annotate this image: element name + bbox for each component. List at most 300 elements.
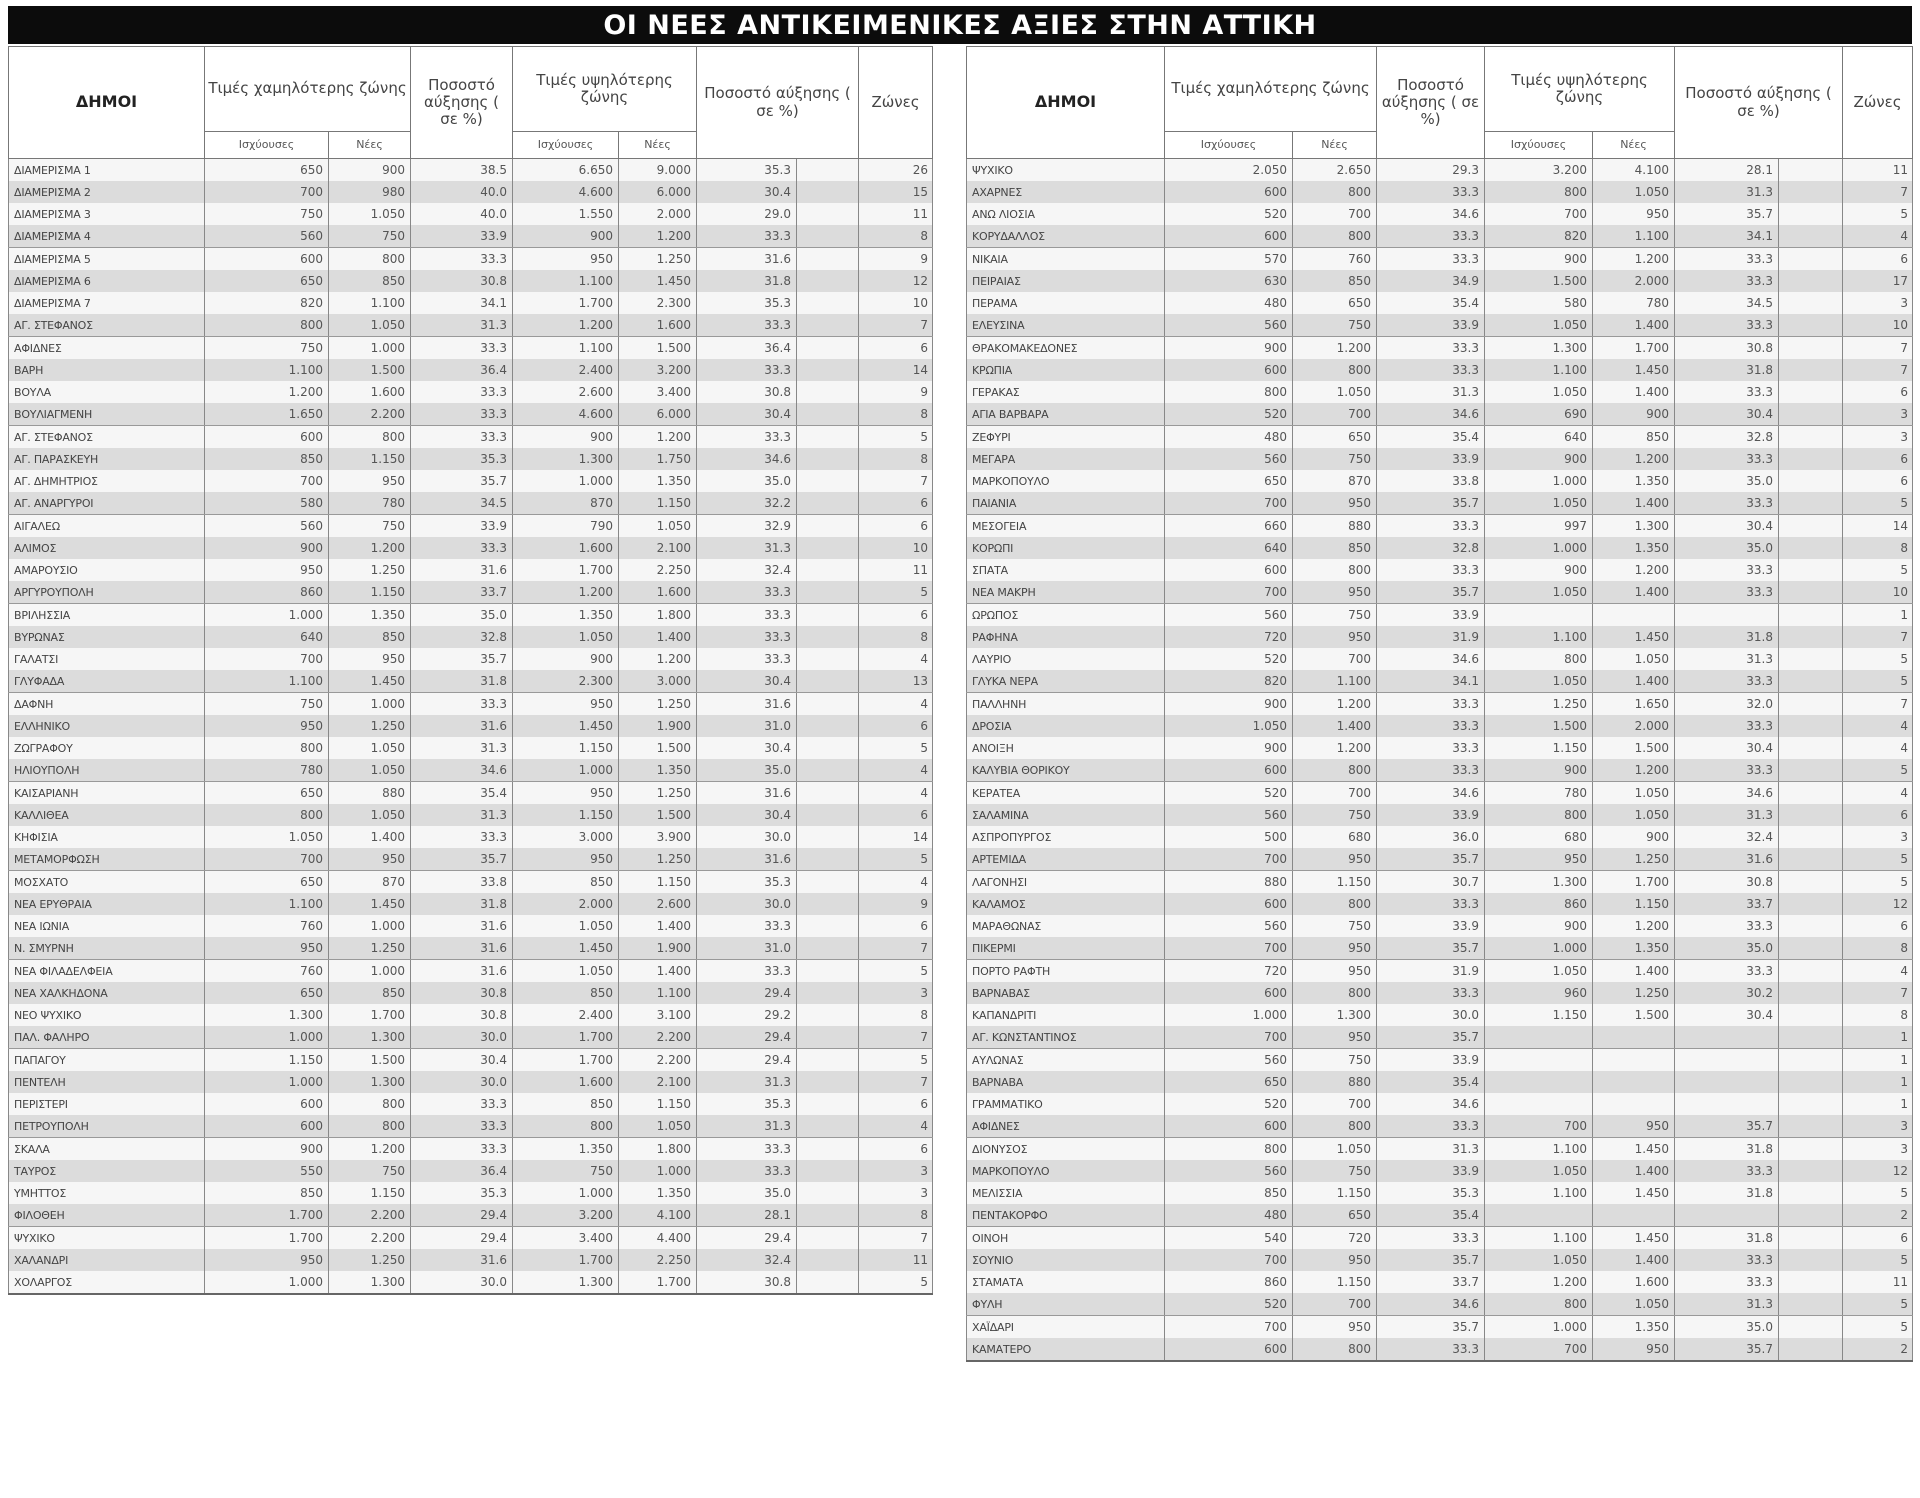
- cell-zones: 1: [1843, 1071, 1913, 1093]
- cell-high-new: 6.000: [619, 181, 697, 203]
- cell-municipality: ΑΓ. ΠΑΡΑΣΚΕΥΗ: [9, 448, 205, 470]
- cell-low-increase: 30.8: [411, 1004, 513, 1026]
- cell-high-current: 2.400: [513, 359, 619, 381]
- cell-high-current: 1.050: [1485, 314, 1593, 337]
- cell-spacer: [1779, 559, 1843, 581]
- cell-municipality: ΔΙΑΜΕΡΙΣΜΑ 1: [9, 159, 205, 182]
- cell-spacer: [1779, 426, 1843, 449]
- cell-low-increase: 33.3: [1377, 515, 1485, 538]
- cell-high-increase: 33.3: [1675, 759, 1779, 782]
- cell-low-increase: 31.3: [411, 737, 513, 759]
- cell-zones: 6: [1843, 804, 1913, 826]
- table-row: [9, 270, 933, 292]
- cell-high-increase: 35.0: [697, 759, 797, 782]
- cell-low-increase: 30.4: [411, 1049, 513, 1072]
- cell-high-increase: 32.9: [697, 515, 797, 538]
- cell-zones: 3: [1843, 1115, 1913, 1138]
- table-row: [967, 982, 1913, 1004]
- cell-municipality: ΠΑΠΑΓΟΥ: [9, 1049, 205, 1072]
- cell-low-increase: 32.8: [411, 626, 513, 648]
- cell-municipality: ΚΑΙΣΑΡΙΑΝΗ: [9, 782, 205, 805]
- cell-zones: 3: [1843, 292, 1913, 314]
- cell-low-increase: 33.3: [1377, 225, 1485, 248]
- cell-spacer: [797, 893, 859, 915]
- cell-municipality: ΔΙΑΜΕΡΙΣΜΑ 7: [9, 292, 205, 314]
- subheader-new: Νέες: [1593, 132, 1675, 159]
- cell-municipality: ΔΑΦΝΗ: [9, 693, 205, 716]
- cell-zones: 14: [1843, 515, 1913, 538]
- cell-spacer: [1779, 203, 1843, 225]
- cell-spacer: [1779, 337, 1843, 360]
- subheader-current: Ισχύουσες: [1165, 132, 1293, 159]
- cell-high-current: 690: [1485, 403, 1593, 426]
- table-row: [967, 1004, 1913, 1026]
- cell-high-current: 1.050: [1485, 670, 1593, 693]
- cell-high-increase: 33.3: [1675, 1271, 1779, 1293]
- cell-zones: 12: [1843, 893, 1913, 915]
- cell-low-new: 950: [1293, 848, 1377, 871]
- cell-low-new: 950: [1293, 626, 1377, 648]
- cell-low-increase: 35.4: [1377, 292, 1485, 314]
- cell-zones: 8: [859, 1204, 933, 1227]
- cell-low-increase: 33.9: [1377, 1160, 1485, 1182]
- cell-low-new: 1.250: [329, 715, 411, 737]
- table-row: [967, 1338, 1913, 1361]
- cell-zones: 5: [1843, 1249, 1913, 1271]
- cell-low-new: 1.050: [1293, 1138, 1377, 1161]
- cell-spacer: [797, 648, 859, 670]
- cell-high-current: 820: [1485, 225, 1593, 248]
- cell-low-increase: 33.3: [1377, 359, 1485, 381]
- cell-high-increase: 32.2: [697, 492, 797, 515]
- cell-high-current: [1485, 604, 1593, 627]
- cell-low-new: 850: [329, 626, 411, 648]
- cell-spacer: [1779, 1093, 1843, 1115]
- cell-municipality: ΑΡΓΥΡΟΥΠΟΛΗ: [9, 581, 205, 604]
- cell-low-increase: 35.7: [1377, 1249, 1485, 1271]
- cell-spacer: [1779, 604, 1843, 627]
- cell-low-increase: 34.6: [411, 759, 513, 782]
- cell-zones: 2: [1843, 1204, 1913, 1227]
- cell-high-new: 1.200: [1593, 448, 1675, 470]
- cell-high-increase: 31.3: [1675, 181, 1779, 203]
- cell-high-current: 1.350: [513, 1138, 619, 1161]
- cell-high-new: [1593, 1049, 1675, 1072]
- cell-high-current: 2.600: [513, 381, 619, 403]
- subheader-new: Νέες: [619, 132, 697, 159]
- cell-high-increase: 32.4: [1675, 826, 1779, 848]
- cell-low-increase: 29.4: [411, 1227, 513, 1250]
- cell-municipality: ΜΑΡΑΘΩΝΑΣ: [967, 915, 1165, 937]
- cell-spacer: [1779, 759, 1843, 782]
- header-zones: Ζώνες: [859, 47, 933, 159]
- table-row: [967, 1115, 1913, 1138]
- cell-spacer: [1779, 470, 1843, 492]
- cell-high-current: 1.300: [513, 448, 619, 470]
- cell-municipality: ΑΝΩ ΛΙΟΣΙΑ: [967, 203, 1165, 225]
- cell-low-current: 1.050: [1165, 715, 1293, 737]
- cell-high-current: 850: [513, 1093, 619, 1115]
- cell-high-increase: 33.3: [697, 225, 797, 248]
- header-low-zone: Τιμές χαμηλότερης ζώνης: [205, 47, 411, 132]
- cell-low-current: 600: [205, 1093, 329, 1115]
- cell-low-increase: 33.3: [411, 537, 513, 559]
- cell-low-increase: 33.3: [411, 693, 513, 716]
- cell-low-current: 560: [1165, 314, 1293, 337]
- cell-zones: 3: [859, 982, 933, 1004]
- cell-municipality: ΓΑΛΑΤΣΙ: [9, 648, 205, 670]
- cell-high-increase: 35.7: [1675, 1115, 1779, 1138]
- cell-municipality: ΑΦΙΔΝΕΣ: [967, 1115, 1165, 1138]
- cell-low-new: 650: [1293, 426, 1377, 449]
- cell-low-increase: 33.3: [411, 403, 513, 426]
- cell-low-increase: 33.9: [1377, 804, 1485, 826]
- cell-municipality: ΠΑΙΑΝΙΑ: [967, 492, 1165, 515]
- cell-low-increase: 35.7: [411, 470, 513, 492]
- cell-low-increase: 31.3: [1377, 1138, 1485, 1161]
- cell-low-current: 950: [205, 1249, 329, 1271]
- cell-municipality: ΖΩΓΡΑΦΟΥ: [9, 737, 205, 759]
- cell-spacer: [1779, 1138, 1843, 1161]
- cell-zones: 4: [859, 782, 933, 805]
- cell-high-new: 1.900: [619, 715, 697, 737]
- cell-high-new: 1.200: [1593, 759, 1675, 782]
- cell-high-new: 900: [1593, 826, 1675, 848]
- cell-high-increase: 35.7: [1675, 203, 1779, 225]
- cell-low-increase: 34.6: [1377, 203, 1485, 225]
- cell-high-increase: 35.0: [1675, 937, 1779, 960]
- cell-high-new: 900: [1593, 403, 1675, 426]
- cell-municipality: ΑΧΑΡΝΕΣ: [967, 181, 1165, 203]
- cell-municipality: ΔΙΑΜΕΡΙΣΜΑ 4: [9, 225, 205, 248]
- table-row: [9, 826, 933, 848]
- cell-low-new: 800: [1293, 1115, 1377, 1138]
- cell-spacer: [797, 426, 859, 449]
- cell-municipality: ΧΟΛΑΡΓΟΣ: [9, 1271, 205, 1294]
- cell-spacer: [1779, 1204, 1843, 1227]
- cell-municipality: ΠΕΝΤΑΚΟΡΦΟ: [967, 1204, 1165, 1227]
- cell-high-increase: 31.6: [697, 782, 797, 805]
- cell-high-new: 1.600: [619, 581, 697, 604]
- cell-low-increase: 33.3: [1377, 715, 1485, 737]
- cell-high-current: 1.050: [1485, 1160, 1593, 1182]
- cell-high-increase: 31.3: [1675, 1293, 1779, 1316]
- cell-municipality: ΦΥΛΗ: [967, 1293, 1165, 1316]
- cell-low-new: 1.150: [1293, 871, 1377, 894]
- cell-low-increase: 33.9: [1377, 915, 1485, 937]
- cell-high-increase: 31.8: [1675, 1227, 1779, 1250]
- cell-low-current: 1.200: [205, 381, 329, 403]
- table-row: [9, 537, 933, 559]
- cell-zones: 5: [1843, 492, 1913, 515]
- table-row: [9, 381, 933, 403]
- cell-municipality: ΑΛΙΜΟΣ: [9, 537, 205, 559]
- cell-low-increase: 35.3: [411, 1182, 513, 1204]
- cell-high-current: 1.100: [1485, 626, 1593, 648]
- cell-low-increase: 34.1: [1377, 670, 1485, 693]
- cell-high-increase: 35.7: [1675, 1338, 1779, 1361]
- cell-high-current: 997: [1485, 515, 1593, 538]
- cell-high-new: 1.050: [1593, 804, 1675, 826]
- cell-high-new: 1.350: [619, 759, 697, 782]
- table-row: [9, 693, 933, 716]
- cell-municipality: ΑΦΙΔΝΕΣ: [9, 337, 205, 360]
- cell-high-new: 4.400: [619, 1227, 697, 1250]
- cell-municipality: ΟΙΝΟΗ: [967, 1227, 1165, 1250]
- cell-low-new: 850: [329, 270, 411, 292]
- cell-low-current: 560: [1165, 804, 1293, 826]
- table-row: [967, 1249, 1913, 1271]
- cell-low-new: 1.050: [329, 737, 411, 759]
- cell-high-current: 860: [1485, 893, 1593, 915]
- cell-high-increase: 28.1: [697, 1204, 797, 1227]
- table-row: [967, 1316, 1913, 1339]
- cell-low-new: 1.150: [329, 1182, 411, 1204]
- cell-zones: 10: [859, 292, 933, 314]
- cell-spacer: [1779, 448, 1843, 470]
- cell-zones: 7: [859, 1026, 933, 1049]
- cell-municipality: ΚΗΦΙΣΙΑ: [9, 826, 205, 848]
- table-row: [9, 1093, 933, 1115]
- cell-spacer: [1779, 715, 1843, 737]
- cell-high-increase: 33.3: [697, 604, 797, 627]
- cell-low-new: 2.200: [329, 1204, 411, 1227]
- cell-low-current: 720: [1165, 626, 1293, 648]
- cell-zones: 7: [859, 937, 933, 960]
- cell-high-new: 1.700: [619, 1271, 697, 1294]
- cell-low-current: 660: [1165, 515, 1293, 538]
- cell-low-increase: 34.5: [411, 492, 513, 515]
- cell-municipality: ΕΛΕΥΣΙΝΑ: [967, 314, 1165, 337]
- cell-low-new: 1.300: [329, 1026, 411, 1049]
- table-row: [967, 426, 1913, 449]
- cell-high-increase: 34.6: [1675, 782, 1779, 805]
- cell-high-new: 1.350: [619, 470, 697, 492]
- cell-high-increase: [1675, 1026, 1779, 1049]
- table-body-right: [967, 159, 1913, 1362]
- cell-low-current: 700: [1165, 581, 1293, 604]
- cell-low-new: 800: [1293, 1338, 1377, 1361]
- cell-zones: 6: [1843, 915, 1913, 937]
- cell-zones: 11: [1843, 1271, 1913, 1293]
- cell-low-new: 1.000: [329, 693, 411, 716]
- cell-spacer: [797, 1227, 859, 1250]
- cell-high-increase: 30.4: [697, 670, 797, 693]
- cell-zones: 8: [859, 403, 933, 426]
- cell-high-new: 1.150: [619, 492, 697, 515]
- cell-high-new: 1.900: [619, 937, 697, 960]
- cell-spacer: [797, 203, 859, 225]
- cell-high-current: 1.000: [513, 1182, 619, 1204]
- cell-low-increase: 33.3: [1377, 737, 1485, 759]
- cell-high-new: 1.700: [1593, 337, 1675, 360]
- cell-zones: 8: [859, 626, 933, 648]
- cell-low-increase: 40.0: [411, 203, 513, 225]
- cell-low-current: 600: [1165, 759, 1293, 782]
- cell-low-current: 600: [1165, 1115, 1293, 1138]
- cell-low-new: 780: [329, 492, 411, 515]
- cell-municipality: ΠΟΡΤΟ ΡΑΦΤΗ: [967, 960, 1165, 983]
- cell-high-new: 2.250: [619, 1249, 697, 1271]
- cell-high-increase: 33.3: [1675, 670, 1779, 693]
- cell-zones: 4: [859, 871, 933, 894]
- cell-high-current: 1.100: [513, 270, 619, 292]
- cell-low-current: 650: [1165, 1071, 1293, 1093]
- cell-high-increase: 32.0: [1675, 693, 1779, 716]
- cell-zones: 4: [1843, 737, 1913, 759]
- cell-low-new: 950: [329, 848, 411, 871]
- cell-low-new: 800: [329, 426, 411, 449]
- cell-low-new: 1.500: [329, 359, 411, 381]
- cell-low-current: 780: [205, 759, 329, 782]
- cell-high-new: 1.200: [619, 426, 697, 449]
- cell-municipality: ΣΚΑΛΑ: [9, 1138, 205, 1161]
- cell-low-increase: 33.3: [1377, 759, 1485, 782]
- cell-low-new: 800: [329, 1093, 411, 1115]
- cell-high-new: 2.600: [619, 893, 697, 915]
- table-row: [9, 159, 933, 182]
- cell-high-new: [1593, 1093, 1675, 1115]
- cell-high-current: 1.100: [513, 337, 619, 360]
- cell-zones: 5: [859, 426, 933, 449]
- cell-low-new: 800: [1293, 759, 1377, 782]
- cell-spacer: [797, 871, 859, 894]
- cell-low-new: 2.650: [1293, 159, 1377, 182]
- cell-zones: 8: [859, 448, 933, 470]
- cell-spacer: [797, 337, 859, 360]
- cell-zones: 6: [859, 804, 933, 826]
- cell-low-current: 950: [205, 715, 329, 737]
- cell-high-new: 1.200: [1593, 915, 1675, 937]
- cell-municipality: ΑΝΟΙΞΗ: [967, 737, 1165, 759]
- cell-low-current: 750: [205, 337, 329, 360]
- cell-low-current: 560: [1165, 1160, 1293, 1182]
- table-row: [967, 1182, 1913, 1204]
- cell-high-increase: 30.8: [1675, 337, 1779, 360]
- cell-high-current: 900: [1485, 559, 1593, 581]
- cell-high-increase: 35.3: [697, 159, 797, 182]
- cell-spacer: [1779, 1049, 1843, 1072]
- cell-zones: 6: [1843, 381, 1913, 403]
- table-row: [9, 515, 933, 538]
- cell-low-current: 640: [205, 626, 329, 648]
- cell-high-new: 1.050: [1593, 782, 1675, 805]
- cell-low-current: 950: [205, 559, 329, 581]
- cell-municipality: ΠΙΚΕΡΜΙ: [967, 937, 1165, 960]
- cell-low-increase: 36.0: [1377, 826, 1485, 848]
- cell-spacer: [797, 1249, 859, 1271]
- cell-zones: 12: [1843, 1160, 1913, 1182]
- cell-low-current: 700: [1165, 1026, 1293, 1049]
- cell-high-current: 1.100: [1485, 1227, 1593, 1250]
- cell-spacer: [1779, 1071, 1843, 1093]
- cell-low-new: 1.050: [329, 804, 411, 826]
- cell-high-current: 2.300: [513, 670, 619, 693]
- cell-low-increase: 30.0: [411, 1271, 513, 1294]
- cell-high-increase: 33.3: [1675, 492, 1779, 515]
- cell-municipality: ΤΑΥΡΟΣ: [9, 1160, 205, 1182]
- cell-low-new: 880: [1293, 1071, 1377, 1093]
- cell-high-current: 1.100: [1485, 1138, 1593, 1161]
- cell-high-increase: 31.6: [697, 848, 797, 871]
- table-row: [967, 804, 1913, 826]
- cell-low-current: 600: [205, 426, 329, 449]
- cell-zones: 7: [859, 314, 933, 337]
- cell-zones: 11: [859, 559, 933, 581]
- cell-spacer: [1779, 1338, 1843, 1361]
- subheader-current: Ισχύουσες: [205, 132, 329, 159]
- cell-high-new: 1.400: [619, 960, 697, 983]
- cell-zones: 9: [859, 248, 933, 271]
- cell-low-new: 1.500: [329, 1049, 411, 1072]
- cell-high-increase: 35.0: [1675, 470, 1779, 492]
- cell-high-current: 1.000: [1485, 1316, 1593, 1339]
- cell-high-current: 950: [513, 848, 619, 871]
- cell-high-increase: 30.4: [697, 181, 797, 203]
- cell-low-increase: 33.3: [411, 1138, 513, 1161]
- table-row: [9, 1182, 933, 1204]
- cell-zones: 1: [1843, 1049, 1913, 1072]
- cell-low-new: 750: [1293, 604, 1377, 627]
- cell-spacer: [797, 1271, 859, 1294]
- cell-high-increase: 30.4: [1675, 403, 1779, 426]
- cell-low-increase: 31.9: [1377, 626, 1485, 648]
- cell-high-new: 1.200: [619, 225, 697, 248]
- cell-low-increase: 33.3: [411, 248, 513, 271]
- cell-low-current: 1.300: [205, 1004, 329, 1026]
- cell-municipality: ΔΙΟΝΥΣΟΣ: [967, 1138, 1165, 1161]
- cell-municipality: ΑΓ. ΑΝΑΡΓΥΡΟΙ: [9, 492, 205, 515]
- cell-low-current: 600: [1165, 893, 1293, 915]
- table-row: [967, 960, 1913, 983]
- cell-low-new: 1.150: [329, 581, 411, 604]
- cell-high-new: 1.450: [1593, 1182, 1675, 1204]
- table-row: [967, 915, 1913, 937]
- cell-high-current: 800: [1485, 181, 1593, 203]
- cell-high-new: 2.000: [1593, 715, 1675, 737]
- cell-zones: 5: [1843, 1182, 1913, 1204]
- cell-municipality: ΑΓ. ΣΤΕΦΑΝΟΣ: [9, 426, 205, 449]
- cell-high-new: 1.050: [619, 515, 697, 538]
- cell-low-current: 850: [205, 448, 329, 470]
- cell-low-current: 800: [205, 804, 329, 826]
- cell-high-increase: 31.8: [1675, 359, 1779, 381]
- cell-high-current: 1.300: [513, 1271, 619, 1294]
- cell-high-increase: 31.3: [697, 1071, 797, 1093]
- cell-spacer: [797, 537, 859, 559]
- cell-zones: 7: [859, 1071, 933, 1093]
- cell-high-new: 1.500: [619, 737, 697, 759]
- header-municipalities: ΔΗΜΟΙ: [967, 47, 1165, 159]
- cell-low-increase: 34.6: [1377, 403, 1485, 426]
- cell-low-new: 800: [329, 248, 411, 271]
- column-gap: [934, 46, 964, 1498]
- cell-spacer: [797, 270, 859, 292]
- cell-spacer: [1779, 515, 1843, 538]
- header-municipalities: ΔΗΜΟΙ: [9, 47, 205, 159]
- cell-low-current: 650: [205, 270, 329, 292]
- cell-low-current: 600: [1165, 559, 1293, 581]
- cell-high-increase: 33.3: [697, 1160, 797, 1182]
- cell-spacer: [797, 225, 859, 248]
- cell-low-increase: 33.3: [411, 426, 513, 449]
- cell-high-increase: 30.2: [1675, 982, 1779, 1004]
- cell-high-current: 700: [1485, 1115, 1593, 1138]
- cell-zones: 6: [1843, 1227, 1913, 1250]
- cell-high-current: 1.000: [513, 759, 619, 782]
- cell-zones: 10: [1843, 314, 1913, 337]
- cell-zones: 8: [859, 225, 933, 248]
